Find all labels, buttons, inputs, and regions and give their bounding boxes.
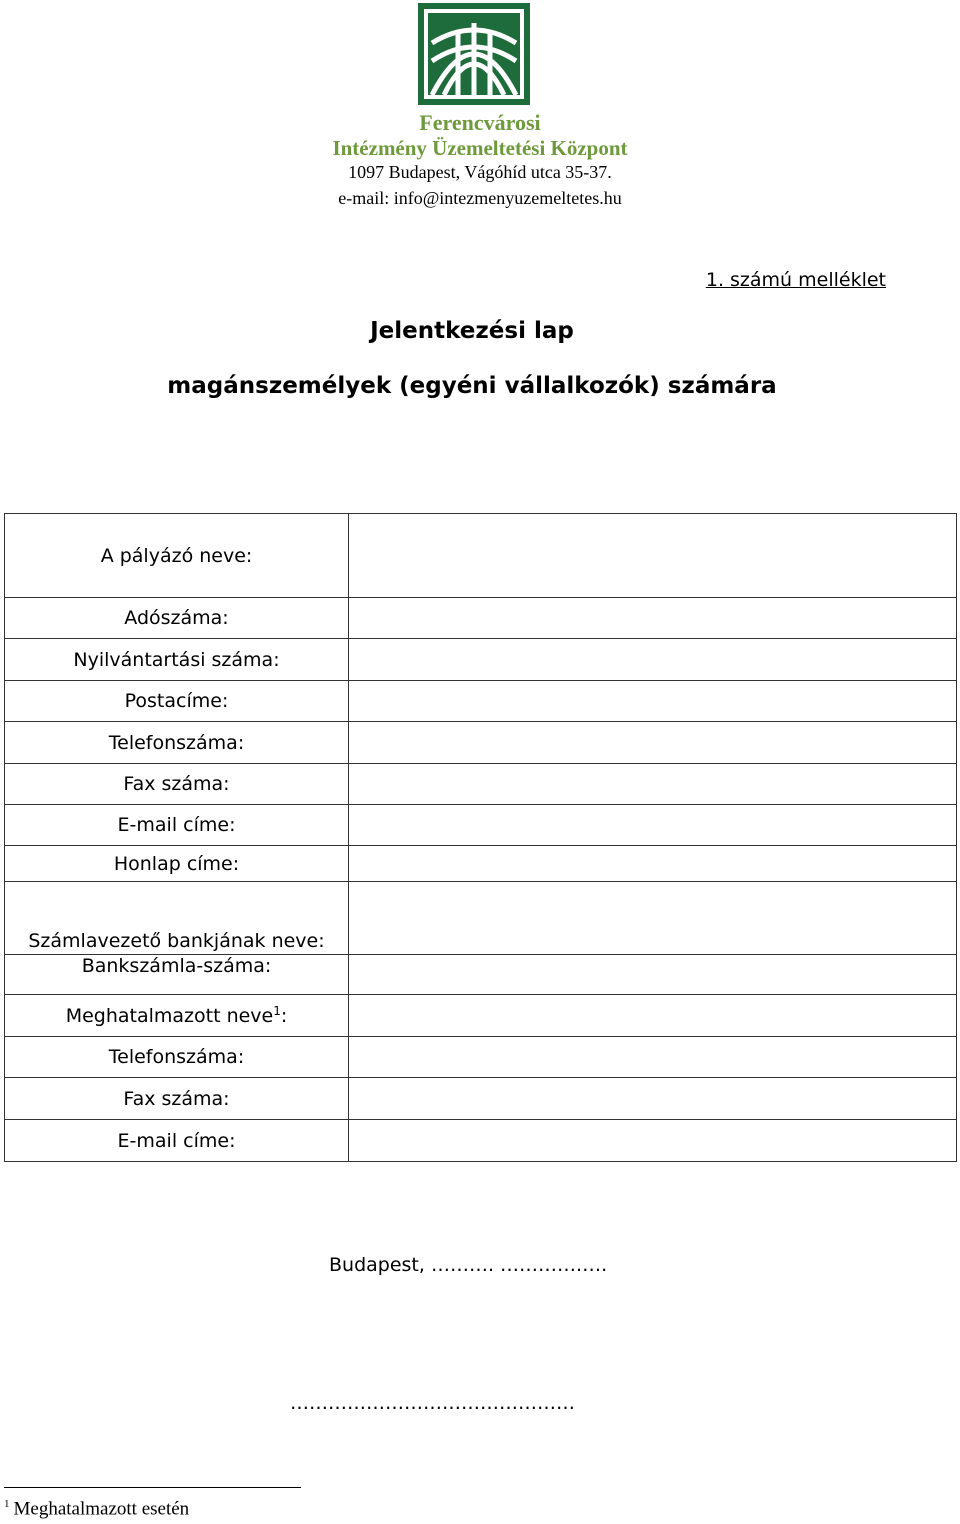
field-label: E-mail címe:: [5, 1120, 349, 1162]
field-value[interactable]: [349, 995, 957, 1037]
field-label: Számlavezető bankjának neve:: [5, 882, 349, 955]
form-row: [5, 805, 957, 846]
org-name-line1: Ferencvárosi: [419, 110, 541, 135]
org-email: e-mail: info@intezmenyuzemeltetes.hu: [338, 188, 622, 208]
place-date-line: Budapest, ………. ………….….: [329, 1254, 608, 1276]
field-label: Adószáma:: [5, 598, 349, 639]
field-label: A pályázó neve:: [5, 514, 349, 598]
form-row: [5, 764, 957, 805]
form-row: [5, 1120, 957, 1162]
form-row: [5, 882, 957, 955]
application-form-table: [4, 513, 957, 1162]
field-label: Postacíme:: [5, 681, 349, 722]
form-row: [5, 1037, 957, 1078]
footnote: [4, 1498, 189, 1520]
field-value[interactable]: [349, 955, 957, 995]
field-label: Nyilvántartási száma:: [5, 639, 349, 681]
field-label: E-mail címe:: [5, 805, 349, 846]
field-label: Telefonszáma:: [5, 722, 349, 764]
field-value[interactable]: [349, 1078, 957, 1120]
footnote-number: 1: [4, 1498, 10, 1510]
field-value[interactable]: [349, 805, 957, 846]
field-value[interactable]: [349, 1120, 957, 1162]
form-row: [5, 846, 957, 882]
field-label: Fax száma:: [5, 764, 349, 805]
footnote-text: Meghatalmazott esetén: [13, 1498, 190, 1520]
form-row: [5, 598, 957, 639]
form-row: [5, 995, 957, 1037]
footnote-ref: 1: [273, 1003, 281, 1018]
field-label: Bankszámla-száma:: [5, 955, 349, 995]
form-row: [5, 722, 957, 764]
signature-line: ………………………………………: [290, 1392, 575, 1414]
field-label: Meghatalmazott neve$^1$:: [5, 995, 349, 1037]
page-title: Jelentkezési lap: [370, 318, 574, 344]
field-label: Honlap címe:: [5, 846, 349, 882]
field-label: Fax száma:: [5, 1078, 349, 1120]
field-label: Telefonszáma:: [5, 1037, 349, 1078]
field-value[interactable]: [349, 1037, 957, 1078]
field-value[interactable]: [349, 722, 957, 764]
field-value[interactable]: [349, 514, 957, 598]
page-subtitle: magánszemélyek (egyéni vállalkozók) számára: [167, 373, 777, 399]
footnote-divider: [4, 1487, 301, 1488]
form-row: [5, 1078, 957, 1120]
field-value[interactable]: [349, 639, 957, 681]
field-value[interactable]: [349, 681, 957, 722]
annex-label: 1. számú melléklet: [705, 269, 886, 291]
form-row: [5, 681, 957, 722]
form-row: [5, 955, 957, 995]
arches-logo-icon: [418, 3, 530, 105]
field-value[interactable]: [349, 882, 957, 955]
form-row: [5, 639, 957, 681]
org-name-line2: Intézmény Üzemeltetési Központ: [332, 136, 628, 160]
org-address: 1097 Budapest, Vágóhíd utca 35-37.: [348, 162, 612, 182]
field-value[interactable]: [349, 598, 957, 639]
field-value[interactable]: [349, 846, 957, 882]
form-row: [5, 514, 957, 598]
field-value[interactable]: [349, 764, 957, 805]
